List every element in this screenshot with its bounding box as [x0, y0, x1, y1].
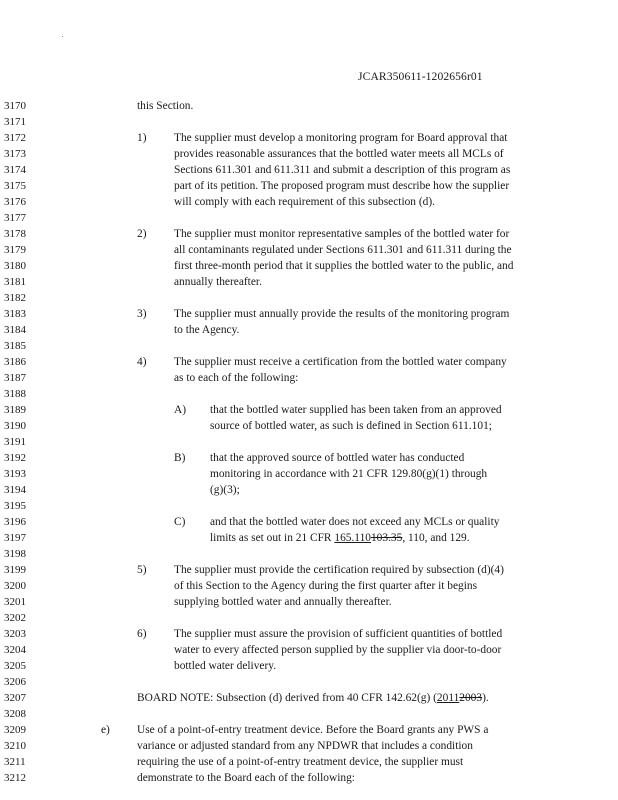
- line-number: 3212: [4, 772, 26, 784]
- item-4-label: 4): [137, 356, 147, 368]
- item-6-line: bottled water delivery.: [174, 660, 277, 672]
- subitem-c-label: C): [174, 516, 186, 528]
- item-e-line: demonstrate to the Board each of the following:: [137, 772, 355, 784]
- line-number: 3183: [4, 308, 26, 320]
- item-2-line: first three-month period that it supplies the bottled water to the public, and: [174, 260, 514, 272]
- item-6-line: The supplier must assure the provision of sufficient quantities of bottled: [174, 628, 503, 640]
- subitem-b-line: that the approved source of bottled water has conducted: [210, 452, 465, 464]
- line-number: 3206: [4, 676, 26, 688]
- line-number: 3203: [4, 628, 26, 640]
- line-number: 3178: [4, 228, 26, 240]
- inserted-text: 165.110: [334, 532, 371, 544]
- line-number: 3199: [4, 564, 26, 576]
- item-6-label: 6): [137, 628, 147, 640]
- inserted-text: 2011: [436, 692, 460, 704]
- item-6-line: water to every affected person supplied by the supplier via door-to-door: [174, 644, 502, 656]
- line-number: 3210: [4, 740, 26, 752]
- line-number: 3182: [4, 292, 26, 304]
- line-number: 3184: [4, 324, 26, 336]
- item-e-line: variance or adjusted standard from any NPDWR that includes a condition: [137, 740, 473, 752]
- line-number: 3207: [4, 692, 26, 704]
- item-5-label: 5): [137, 564, 147, 576]
- item-4-line: The supplier must receive a certification from the bottled water company: [174, 356, 507, 368]
- subitem-a-line: source of bottled water, as such is defined in Section 611.101;: [210, 420, 492, 432]
- item-1-line: Sections 611.301 and 611.311 and submit a description of this program as: [174, 164, 511, 176]
- item-1-line: will comply with each requirement of this subsection (d).: [174, 196, 435, 208]
- line-number: 3172: [4, 132, 26, 144]
- item-2-line: The supplier must monitor representative samples of the bottled water for: [174, 228, 510, 240]
- deleted-text: 2003: [459, 692, 483, 704]
- subitem-b-line: monitoring in accordance with 21 CFR 129.80(g)(1) through: [210, 468, 488, 480]
- intro-text: this Section.: [137, 100, 194, 112]
- board-note: [137, 692, 489, 704]
- line-number: 3186: [4, 356, 26, 368]
- line-number: 3177: [4, 212, 26, 224]
- item-e-label: e): [101, 724, 110, 736]
- line-number: 3200: [4, 580, 26, 592]
- line-number: 3180: [4, 260, 26, 272]
- line-number: 3175: [4, 180, 26, 192]
- item-3-line: The supplier must annually provide the results of the monitoring program: [174, 308, 510, 320]
- item-1-line: The supplier must develop a monitoring program for Board approval that: [174, 132, 508, 144]
- line-number: 3179: [4, 244, 26, 256]
- subitem-c-line: and that the bottled water does not exceed any MCLs or quality: [210, 516, 500, 528]
- deleted-text: 103.35: [370, 532, 403, 544]
- line-number: 3190: [4, 420, 26, 432]
- scan-speck: [62, 36, 63, 37]
- line-number: 3204: [4, 644, 26, 656]
- item-3-line: to the Agency.: [174, 324, 240, 336]
- line-number: 3185: [4, 340, 26, 352]
- item-e-line: Use of a point-of-entry treatment device. Before the Board grants any PWS a: [137, 724, 489, 736]
- line-number: 3176: [4, 196, 26, 208]
- item-5-line: of this Section to the Agency during the first quarter after it begins: [174, 580, 478, 592]
- subitem-c-text: , 110, and 129.: [402, 532, 470, 544]
- subitem-b-line: (g)(3);: [210, 484, 240, 496]
- line-number: 3209: [4, 724, 26, 736]
- item-2-line: annually thereafter.: [174, 276, 262, 288]
- line-number: 3188: [4, 388, 26, 400]
- item-2-line: all contaminants regulated under Sections 611.301 and 611.311 during the: [174, 244, 512, 256]
- item-e-line: requiring the use of a point-of-entry treatment device, the supplier must: [137, 756, 464, 768]
- line-number: 3198: [4, 548, 26, 560]
- line-number: 3211: [4, 756, 26, 768]
- line-number: 3195: [4, 500, 26, 512]
- item-2-label: 2): [137, 228, 147, 240]
- item-5-line: The supplier must provide the certification required by subsection (d)(4): [174, 564, 504, 576]
- subitem-c-text: limits as set out in 21 CFR: [210, 532, 335, 544]
- line-number: 3194: [4, 484, 26, 496]
- line-number: 3201: [4, 596, 26, 608]
- subitem-b-label: B): [174, 452, 186, 464]
- board-note-text: BOARD NOTE: Subsection (d) derived from 40 CFR 142.62(g) (: [137, 692, 437, 704]
- line-number: 3191: [4, 436, 26, 448]
- line-number: 3196: [4, 516, 26, 528]
- item-1-line: provides reasonable assurances that the bottled water meets all MCLs of: [174, 148, 504, 160]
- line-number: 3189: [4, 404, 26, 416]
- subitem-a-label: A): [174, 404, 187, 416]
- line-number: 3208: [4, 708, 26, 720]
- line-number: 3187: [4, 372, 26, 384]
- line-number: 3205: [4, 660, 26, 672]
- board-note-text: ).: [482, 692, 489, 704]
- line-number: 3170: [4, 100, 26, 112]
- line-number: 3174: [4, 164, 26, 176]
- line-number: 3171: [4, 116, 26, 128]
- item-1-line: part of its petition. The proposed program must describe how the supplier: [174, 180, 510, 192]
- line-number: 3193: [4, 468, 26, 480]
- item-5-line: supplying bottled water and annually thereafter.: [174, 596, 392, 608]
- line-number: 3197: [4, 532, 26, 544]
- line-number: 3181: [4, 276, 26, 288]
- item-3-label: 3): [137, 308, 147, 320]
- line-number: 3202: [4, 612, 26, 624]
- document-code: JCAR350611-1202656r01: [358, 70, 483, 83]
- item-4-line: as to each of the following:: [174, 372, 299, 384]
- subitem-c-line: [210, 532, 470, 544]
- line-number: 3192: [4, 452, 26, 464]
- item-1-label: 1): [137, 132, 147, 144]
- line-number: 3173: [4, 148, 26, 160]
- subitem-a-line: that the bottled water supplied has been taken from an approved: [210, 404, 502, 416]
